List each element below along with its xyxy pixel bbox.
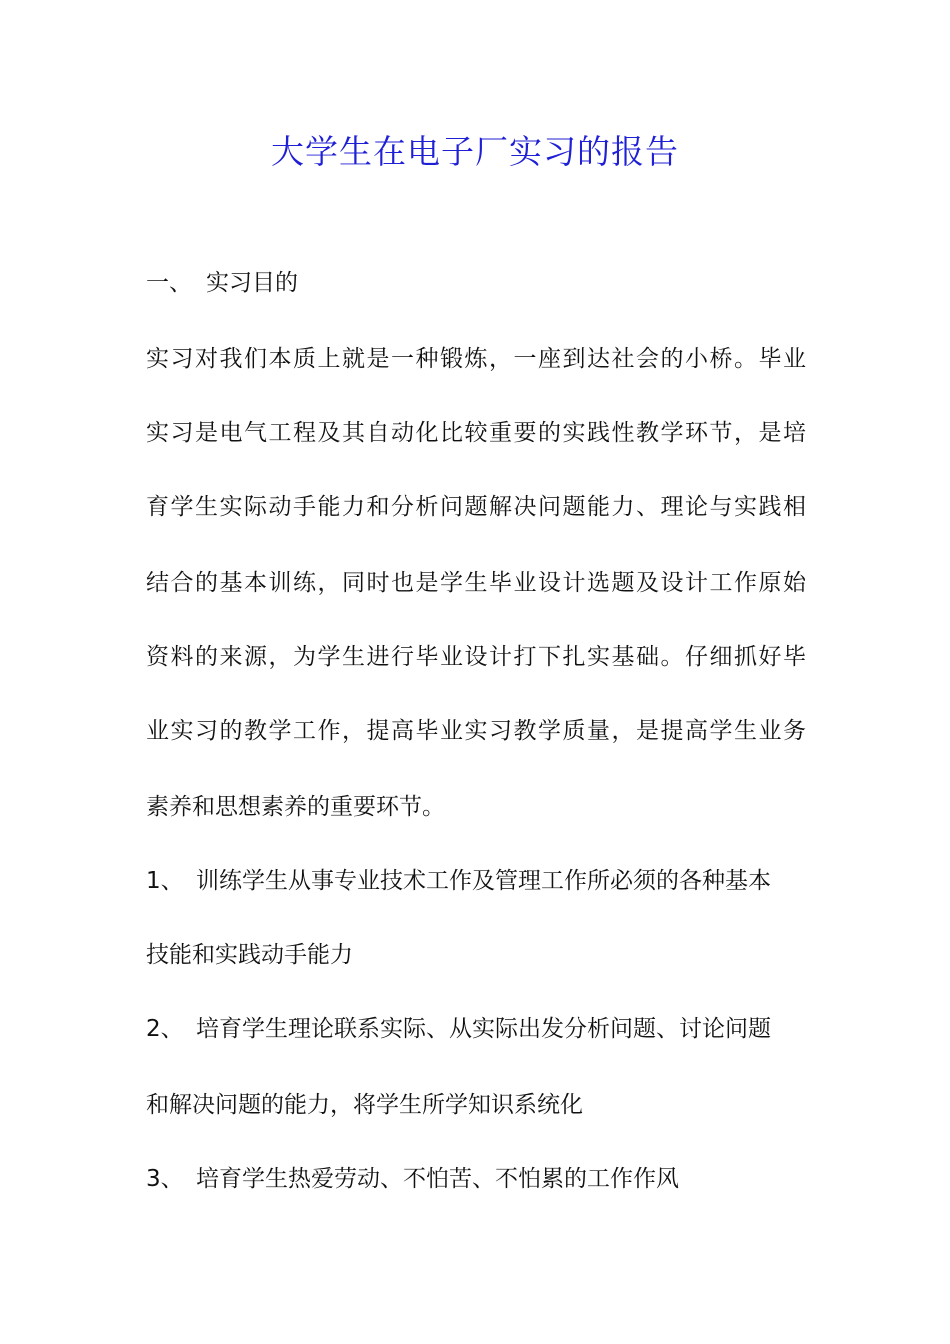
paragraph-line: 结合的基本训练，同时也是学生毕业设计选题及设计工作原始 [146, 570, 806, 596]
paragraph-line: 业实习的教学工作，提高毕业实习教学质量，是提高学生业务 [146, 718, 806, 744]
paragraph-line: 素养和思想素养的重要环节。 [146, 794, 445, 820]
section-number: 一、 [146, 270, 192, 296]
paragraph-line: 实习对我们本质上就是一种锻炼，一座到达社会的小桥。毕业 [146, 346, 806, 372]
paragraph-line: 资料的来源，为学生进行毕业设计打下扎实基础。仔细抓好毕 [146, 644, 806, 670]
list-item-2 [146, 1012, 806, 1046]
list-item-number: 2、 [146, 1016, 184, 1042]
document-title: 大学生在电子厂实习的报告 [271, 132, 679, 171]
section-heading [146, 266, 806, 300]
paragraph-line: 育学生实际动手能力和分析问题解决问题能力、理论与实践相 [146, 494, 806, 520]
list-item-1 [146, 864, 806, 898]
list-item-text: 培育学生热爱劳动、不怕苦、不怕累的工作作风 [196, 1166, 679, 1192]
list-item-2-continuation: 和解决问题的能力，将学生所学知识系统化 [146, 1092, 583, 1118]
list-item-number: 1、 [146, 868, 184, 894]
list-item-3 [146, 1162, 806, 1196]
list-item-1-continuation: 技能和实践动手能力 [146, 942, 353, 968]
paragraph-line: 实习是电气工程及其自动化比较重要的实践性教学环节，是培 [146, 420, 806, 446]
section-heading-text: 实习目的 [206, 270, 298, 296]
list-item-text: 训练学生从事专业技术工作及管理工作所必须的各种基本 [196, 868, 771, 894]
list-item-number: 3、 [146, 1166, 184, 1192]
list-item-text: 培育学生理论联系实际、从实际出发分析问题、讨论问题 [196, 1016, 771, 1042]
